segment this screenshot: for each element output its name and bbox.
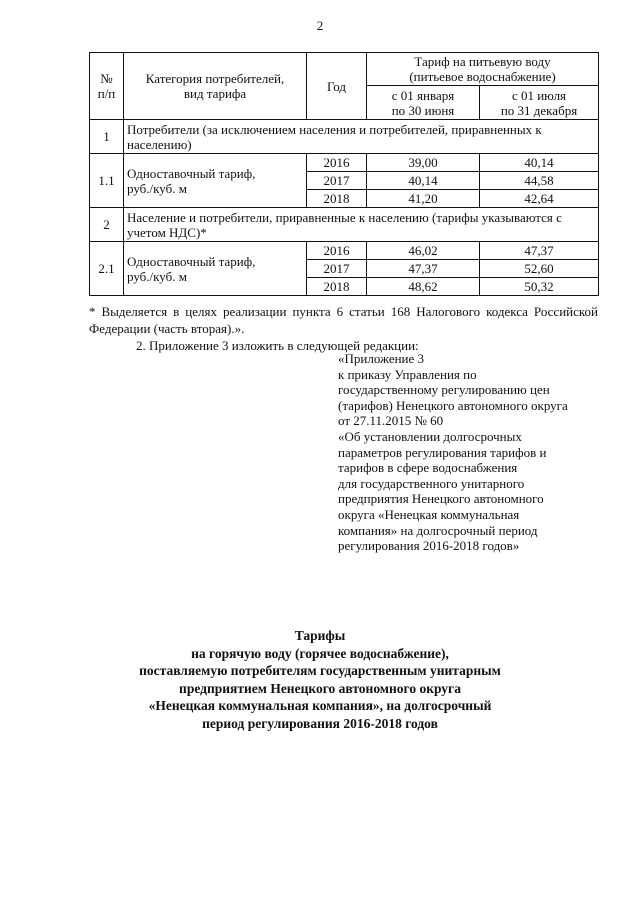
- subsection-title-text: Одноставочный тариф,: [127, 253, 256, 269]
- tariff-value-h2: 40,14: [480, 154, 599, 172]
- year-cell: 2016: [307, 154, 367, 172]
- header-text: с 01 января: [391, 87, 455, 103]
- tariff-value-h1: 39,00: [367, 154, 480, 172]
- subsection-title-text: Одноставочный тариф,: [127, 165, 256, 181]
- tariff-value-h2: 52,60: [480, 260, 599, 278]
- header-text: Категория потребителей,: [145, 71, 285, 86]
- tariff-value-h2: 42,64: [480, 190, 599, 208]
- title-line: период регулирования 2016-2018 годов: [202, 715, 438, 731]
- title-line: поставляемую потребителям государственным унитарным: [139, 663, 501, 678]
- table-header-row: [90, 53, 599, 86]
- table-section-row: [90, 208, 599, 242]
- col-tariff-header: [367, 53, 599, 86]
- title-line: на горячую воду (горячее водоснабжение),: [191, 645, 449, 661]
- tariff-value-h2: 44,58: [480, 172, 599, 190]
- table-section-row: [90, 120, 599, 154]
- tariff-table: [89, 52, 599, 296]
- tariff-value-h1: 46,02: [367, 242, 480, 260]
- col-year-header: Год: [307, 53, 367, 120]
- document-title: [0, 627, 640, 732]
- appendix-line: «Об установлении долгосрочных: [338, 428, 522, 444]
- section-title: Население и потребители, приравненные к населению (тарифы указываются с учетом НДС)*: [124, 208, 599, 242]
- header-text: с 01 июля: [511, 87, 567, 103]
- section-number: 2: [90, 208, 124, 242]
- appendix-header: [338, 351, 600, 554]
- header-text: Тариф на питьевую воду: [414, 54, 551, 69]
- amendment-item: 2. Приложение 3 изложить в следующей редакции:: [136, 338, 419, 353]
- col-period2-header: [480, 86, 599, 120]
- appendix-line: государственному регулированию цен: [338, 382, 550, 398]
- year-cell: 2018: [307, 278, 367, 296]
- tariff-value-h2: 50,32: [480, 278, 599, 296]
- header-text: (питьевое водоснабжение): [409, 69, 556, 84]
- subsection-title-text: руб./куб. м: [127, 180, 187, 196]
- appendix-line: округа «Ненецкая коммунальная: [338, 506, 520, 522]
- tariff-value-h1: 48,62: [367, 278, 480, 296]
- section-number: 1: [90, 120, 124, 154]
- subsection-title-text: руб./куб. м: [127, 268, 187, 284]
- appendix-line: тарифов в сфере водоснабжения: [338, 460, 518, 476]
- title-line: предприятием Ненецкого автономного округа: [179, 680, 461, 696]
- year-cell: 2018: [307, 190, 367, 208]
- appendix-line: компания» на долгосрочный период: [338, 522, 538, 538]
- tariff-value-h2: 47,37: [480, 242, 599, 260]
- tariff-value-h1: 40,14: [367, 172, 480, 190]
- subsection-number: 1.1: [90, 154, 124, 208]
- year-cell: 2016: [307, 242, 367, 260]
- page-number: 2: [316, 18, 324, 33]
- appendix-line: параметров регулирования тарифов и: [338, 444, 547, 460]
- appendix-line: к приказу Управления по: [338, 366, 477, 382]
- appendix-line: «Приложение 3: [338, 351, 425, 366]
- tariff-value-h1: 47,37: [367, 260, 480, 278]
- col-period1-header: [367, 86, 480, 120]
- table-row: [90, 242, 599, 260]
- appendix-line: для государственного унитарного: [338, 475, 525, 491]
- section-title: Потребители (за исключением населения и потребителей, приравненных к населению): [124, 120, 599, 154]
- table-row: [90, 154, 599, 172]
- subsection-number: 2.1: [90, 242, 124, 296]
- subsection-title: [124, 154, 307, 208]
- header-text: по 31 декабря: [500, 102, 578, 118]
- year-cell: 2017: [307, 172, 367, 190]
- tariff-value-h1: 41,20: [367, 190, 480, 208]
- appendix-line: от 27.11.2015 № 60: [338, 413, 444, 429]
- footnote: * Выделяется в целях реализации пункта 6 статьи 168 Налогового кодекса Российской Федерации (часть вторая).».: [89, 304, 598, 336]
- appendix-line: предприятия Ненецкого автономного: [338, 491, 544, 507]
- subsection-title: [124, 242, 307, 296]
- appendix-line: регулирования 2016-2018 годов»: [338, 538, 520, 554]
- title-line: «Ненецкая коммунальная компания», на долгосрочный: [148, 698, 492, 713]
- header-text: вид тарифа: [183, 86, 247, 101]
- col-number-header: [90, 53, 124, 120]
- header-text: п/п: [97, 86, 116, 101]
- header-text: №: [100, 71, 113, 86]
- header-text: по 30 июня: [391, 102, 455, 118]
- col-category-header: [124, 53, 307, 120]
- title-line: Тарифы: [294, 628, 346, 643]
- year-cell: 2017: [307, 260, 367, 278]
- appendix-line: (тарифов) Ненецкого автономного округа: [338, 397, 568, 413]
